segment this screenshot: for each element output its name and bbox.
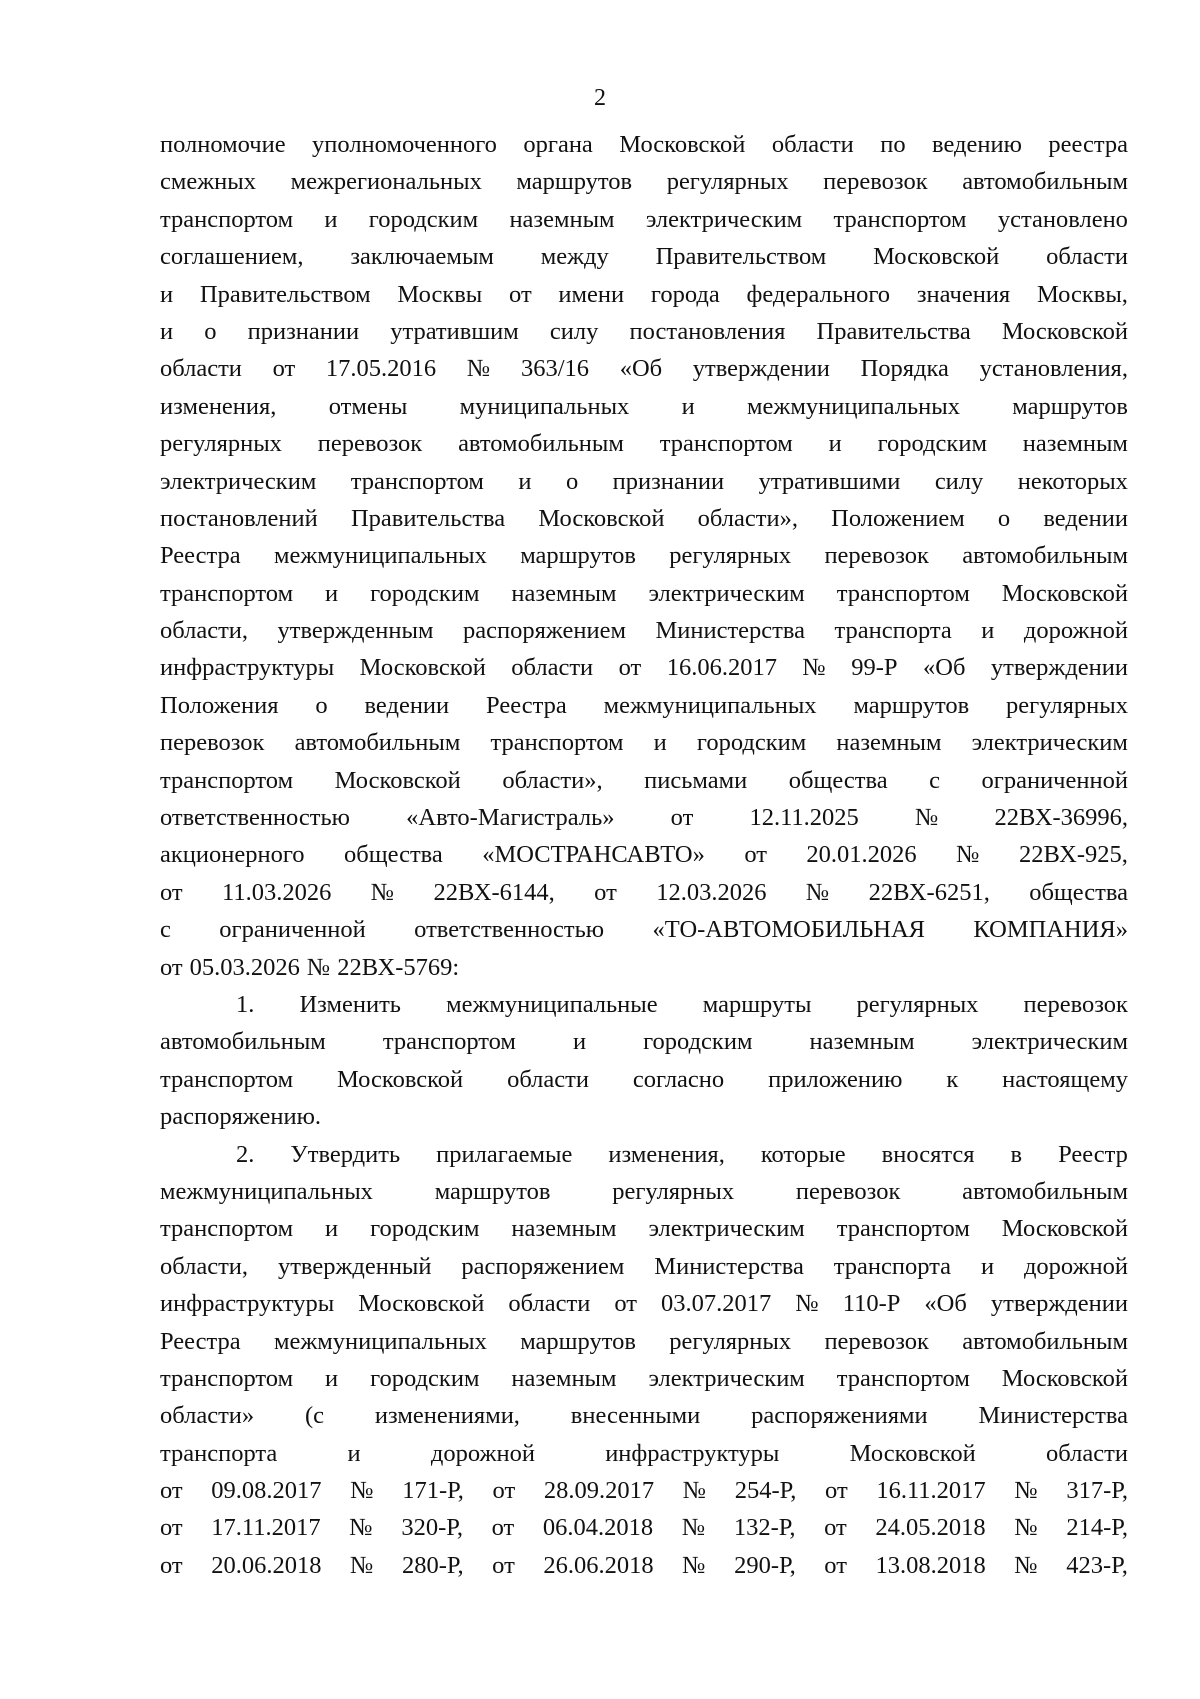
text-line: транспорта и дорожной инфраструктуры Московской области	[160, 1439, 1128, 1467]
text-line: акционерного общества «МОСТРАНСАВТО» от 20.01.2026 № 22ВХ-925,	[160, 841, 1128, 869]
text-line: инфраструктуры Московской области от 16.06.2017 № 99-Р «Об утверждении	[160, 654, 1128, 682]
text-line: от 20.06.2018 № 280-Р, от 26.06.2018 № 290-Р, от 13.08.2018 № 423-Р,	[160, 1551, 1128, 1579]
body-text	[160, 126, 1128, 1584]
text-line: области, утвержденным распоряжением Министерства транспорта и дорожной	[160, 617, 1128, 645]
text-line: изменения, отмены муниципальных и межмуниципальных маршрутов	[160, 392, 1128, 420]
text-line: ответственностью «Авто-Магистраль» от 12.11.2025 № 22ВХ-36996,	[160, 804, 1128, 832]
text-line: Положения о ведении Реестра межмуниципальных маршрутов регулярных	[160, 691, 1128, 719]
text-line: Реестра межмуниципальных маршрутов регулярных перевозок автомобильным	[160, 542, 1128, 570]
text-line: от 09.08.2017 № 171-Р, от 28.09.2017 № 254-Р, от 16.11.2017 № 317-Р,	[160, 1477, 1128, 1505]
text-line: от 17.11.2017 № 320-Р, от 06.04.2018 № 132-Р, от 24.05.2018 № 214-Р,	[160, 1514, 1128, 1542]
text-line: и Правительством Москвы от имени города федерального значения Москвы,	[160, 280, 1128, 308]
text-line: с ограниченной ответственностью «ТО-АВТОМОБИЛЬНАЯ КОМПАНИЯ»	[160, 916, 1128, 944]
text-line: электрическим транспортом и о признании утратившими силу некоторых	[160, 467, 1128, 495]
text-line: от 05.03.2026 № 22ВХ-5769:	[160, 953, 460, 981]
text-line: соглашением, заключаемым между Правительством Московской области	[160, 243, 1128, 271]
text-line: транспортом и городским наземным электрическим транспортом установлено	[160, 205, 1128, 233]
text-line: полномочие уполномоченного органа Московской области по ведению реестра	[160, 131, 1128, 158]
text-line: автомобильным транспортом и городским наземным электрическим	[160, 1028, 1128, 1056]
text-line: транспортом и городским наземным электрическим транспортом Московской	[160, 1364, 1128, 1392]
text-line: смежных межрегиональных маршрутов регулярных перевозок автомобильным	[160, 168, 1128, 196]
text-line: 2. Утвердить прилагаемые изменения, которые вносятся в Реестр	[236, 1140, 1128, 1168]
text-line: перевозок автомобильным транспортом и городским наземным электрическим	[160, 729, 1128, 757]
text-line: транспортом Московской области согласно приложению к настоящему	[160, 1065, 1128, 1093]
text-line: регулярных перевозок автомобильным транспортом и городским наземным	[160, 430, 1128, 458]
text-line: 1. Изменить межмуниципальные маршруты регулярных перевозок	[236, 990, 1128, 1018]
text-line: транспортом и городским наземным электрическим транспортом Московской	[160, 1215, 1128, 1243]
text-line: области, утвержденный распоряжением Министерства транспорта и дорожной	[160, 1252, 1128, 1280]
text-line: транспортом и городским наземным электрическим транспортом Московской	[160, 579, 1128, 607]
text-line: распоряжению.	[160, 1103, 322, 1131]
page-number: 2	[594, 85, 606, 111]
text-line: транспортом Московской области», письмами общества с ограниченной	[160, 766, 1128, 794]
text-line: Реестра межмуниципальных маршрутов регулярных перевозок автомобильным	[160, 1327, 1128, 1355]
text-line: инфраструктуры Московской области от 03.07.2017 № 110-Р «Об утверждении	[160, 1290, 1128, 1318]
text-line: области» (с изменениями, внесенными распоряжениями Министерства	[160, 1402, 1128, 1430]
text-line: от 11.03.2026 № 22ВХ-6144, от 12.03.2026 № 22ВХ-6251, общества	[160, 878, 1128, 906]
text-line: межмуниципальных маршрутов регулярных перевозок автомобильным	[160, 1177, 1128, 1205]
text-line: области от 17.05.2016 № 363/16 «Об утверждении Порядка установления,	[160, 355, 1128, 383]
text-line: постановлений Правительства Московской области», Положением о ведении	[160, 504, 1128, 532]
text-line: и о признании утратившим силу постановления Правительства Московской	[160, 317, 1128, 345]
